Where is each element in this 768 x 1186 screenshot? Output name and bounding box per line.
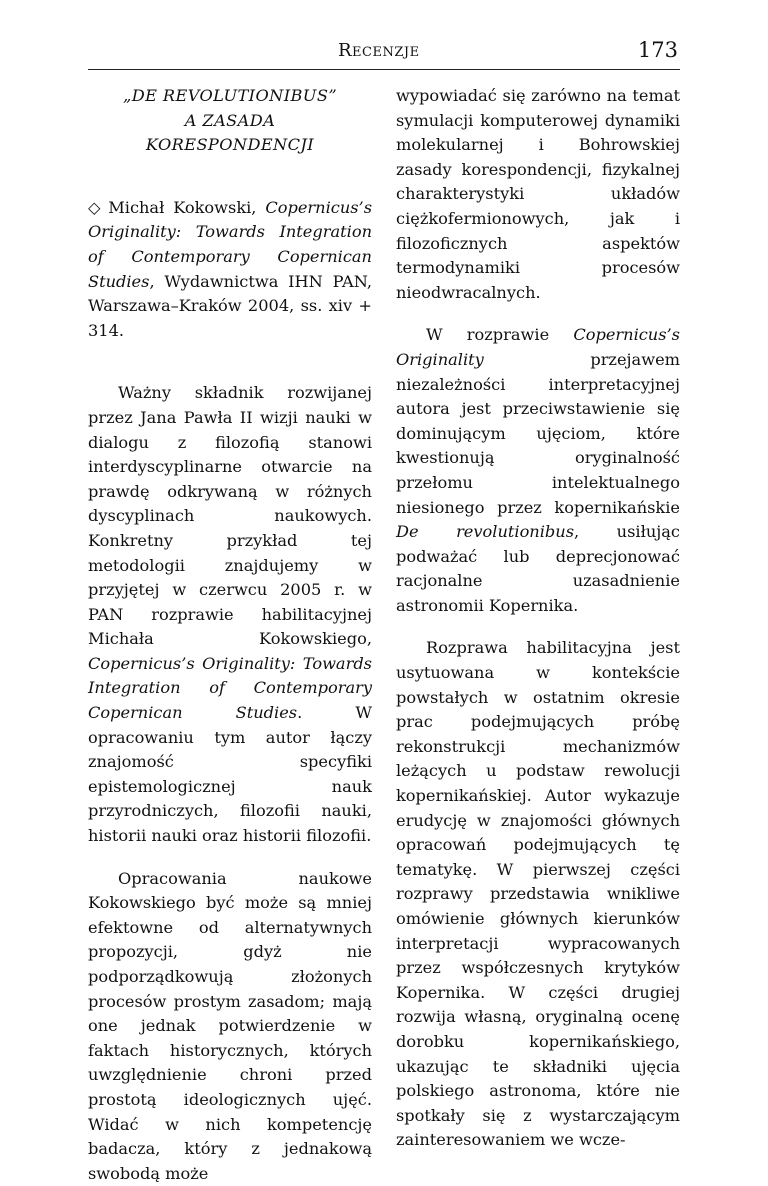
paragraph-1-book-title: Copernicus’s Originality: Towards Integration of Contemporary Copernican Studies (88, 653, 372, 723)
diamond-icon: ◇ (88, 197, 105, 217)
bibliographic-entry (88, 196, 372, 344)
paragraph-5: Rozprawa habilitacyjna jest usytuowana w kontekście powstałych w ostatnim okresie prac podejmujących próbę rekonstrukcji mechanizmów leżących u podstaw rewolucji kopernikańskiej. Autor wykazuje erudycję w znajomości głównych opracowań podejmujących tę tematykę. W pierwszej części rozprawy przedstawia wnikliwe omówienie głównych kierunków interpretacji wypracowanych przez współczesnych krytyków Kopernika. W części drugiej rozwija własną, oryginalną ocenę dorobku kopernikańskiego, ukazując te składniki ujęcia polskiego astronoma, które nie spotkały się z wystarczającym zainteresowaniem we wcze- (396, 638, 680, 1150)
title-line-3: KORESPONDENCJI (145, 135, 315, 155)
paragraph-4-work-title: De revolutionibus (396, 522, 575, 542)
paragraph-1-text-a: Ważny składnik rozwijanej przez Jana Pawła II wizji nauki w dialogu z filozofią stanowi interdyscyplinarne otwarcie na prawdę odkrywaną w różnych dyscyplinach naukowych. Konkretny przykład tej metodologii znajdujemy w przyjętej w czerwcu 2005 r. w PAN rozprawie habilitacyjnej Michała Kokowskiego, (88, 383, 372, 649)
paragraph-4-text-a: W rozprawie (426, 325, 574, 345)
biblio-publisher: , Wydawnictwa IHN PAN, Warszawa–Kraków 2004, ss. xiv + 314. (88, 271, 372, 340)
biblio-book-title: Copernicus’s Originality: Towards Integration of Contemporary Copernican Studies (88, 197, 373, 291)
article-title (88, 84, 372, 158)
page-number: 173 (637, 38, 678, 62)
paragraph-3: wypowiadać się zarówno na temat symulacji komputerowej dynamiki molekularnej i Bohrowskiej zasady korespondencji, fizykalnej charakterystyki układów ciężkofermionowych, jak i filozoficznych aspektów termodynamiki procesów nieodwracalnych. (396, 86, 680, 302)
paragraph-4-text-b: przejawem niezależności interpretacyjnej autora jest przeciwstawienie się dominującym ujęciom, które kwestionują oryginalność przełomu intelektualnego niesionego przez kopernikańskie (396, 349, 680, 517)
paragraph-4-book-title: Copernicus’s Originality (396, 325, 680, 369)
title-line-1: „DE REVOLUTIONIBUS” (122, 86, 338, 105)
header-rule (88, 69, 680, 70)
right-column (396, 84, 680, 1153)
running-head: Recenzje (338, 40, 420, 61)
paragraph-1 (88, 381, 372, 848)
paragraph-4-text-c: , usiłując podważać lub deprecjonować racjonalne uzasadnienie astronomii Kopernika. (396, 522, 680, 615)
page-header (88, 38, 680, 70)
paragraph-1-text-b: . W opracowaniu tym autor łączy znajomość specyfiki epistemologicznej nauk przyrodniczych, filozofii nauki, historii nauki oraz historii filozofii. (88, 703, 372, 846)
paragraph-2: Opracowania naukowe Kokowskiego być może są mniej efektowne od alternatywnych propozycji, gdyż nie podporządkowują złożonych procesów prostym zasadom; mają one jednak potwierdzenie w faktach historycznych, których uwzględnienie chroni przed prostotą ideologicznych ujęć. Widać w nich kompetencję badacza, który z jednakową swobodą może (88, 868, 372, 1183)
biblio-author: Michał Kokowski, (108, 197, 266, 217)
paragraph-4 (396, 323, 680, 618)
left-column (88, 84, 372, 1186)
title-line-2: A ZASADA (184, 110, 276, 130)
